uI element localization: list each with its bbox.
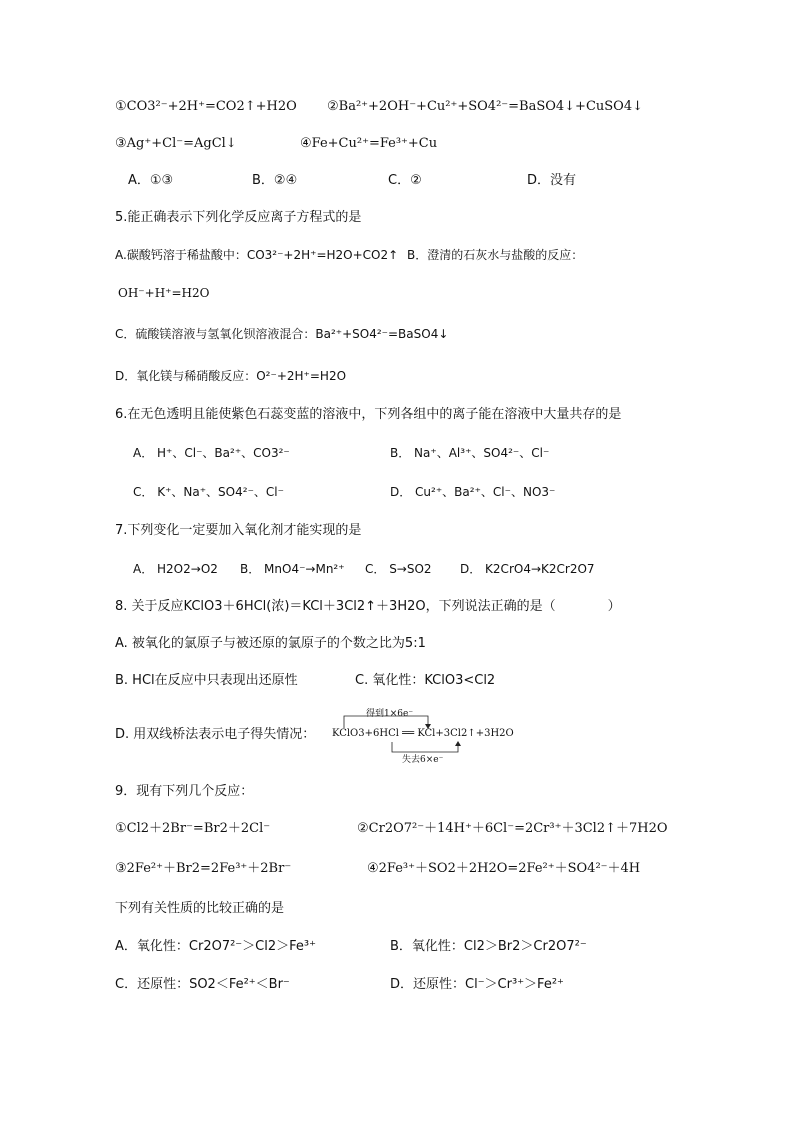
q6-option-b: B． Na⁺、Al³⁺、SO4²⁻、Cl⁻ — [390, 446, 550, 460]
q9-reaction-2: ②Cr2O7²⁻＋14H⁺＋6Cl⁻=2Cr³⁺＋3Cl2↑＋7H2O — [357, 821, 668, 836]
q8-option-a: A. 被氧化的氯原子与被还原的氯原子的个数之比为5:1 — [115, 636, 426, 651]
q7-option-a: A． H2O2→O2 — [133, 562, 218, 576]
q5-option-d: D．氧化镁与稀硝酸反应：O²⁻+2H⁺=H2O — [115, 369, 347, 383]
q5-option-b-equation: OH⁻+H⁺=H2O — [118, 286, 210, 300]
diagram-loss-label: 失去6×e⁻ — [402, 755, 444, 765]
q7-stem: 7.下列变化一定要加入氧化剂才能实现的是 — [115, 523, 362, 538]
q6-option-c: C． K⁺、Na⁺、SO4²⁻、Cl⁻ — [133, 485, 284, 499]
q4-option-a: A．①③ — [128, 173, 174, 188]
loss-bracket — [392, 742, 458, 752]
q8-stem: 8. 关于反应KClO3＋6HCl(浓)＝KCl＋3Cl2↑＋3H2O，下列说法正确的是（ ） — [115, 599, 621, 614]
q7-option-d: D． K2CrO4→K2Cr2O7 — [460, 562, 595, 576]
q9-reaction-4: ④2Fe³⁺＋SO2＋2H2O=2Fe²⁺＋SO4²⁻＋4H — [367, 861, 641, 876]
q6-option-d: D． Cu²⁺、Ba²⁺、Cl⁻、NO3⁻ — [390, 485, 556, 499]
q8-option-d: D. 用双线桥法表示电子得失情况： — [115, 727, 316, 742]
q6-option-a: A． H⁺、Cl⁻、Ba²⁺、CO3²⁻ — [133, 446, 290, 460]
q4-item-1: ①CO3²⁻+2H⁺=CO2↑+H2O — [115, 99, 297, 114]
q9-reaction-3: ③2Fe²⁺＋Br2=2Fe³⁺＋2Br⁻ — [115, 861, 292, 876]
q9-stem: 9．现有下列几个反应： — [115, 784, 254, 799]
q4-item-3: ③Ag⁺+Cl⁻=AgCl↓ — [115, 136, 237, 151]
q9-option-a: A．氧化性：Cr2O7²⁻＞Cl2＞Fe³⁺ — [115, 939, 316, 954]
q5-option-b: B．澄清的石灰水与盐酸的反应： — [407, 248, 584, 262]
q9-option-d: D．还原性：Cl⁻＞Cr³⁺＞Fe²⁺ — [390, 977, 564, 992]
q4-item-4: ④Fe+Cu²⁺=Fe³⁺+Cu — [300, 136, 438, 151]
q8-option-b: B. HCl在反应中只表现出还原性 — [115, 673, 298, 688]
q4-option-b: B．②④ — [252, 173, 298, 188]
q9-reaction-1: ①Cl2＋2Br⁻=Br2＋2Cl⁻ — [115, 821, 271, 836]
loss-arrowhead — [455, 741, 461, 746]
q7-option-b: B． MnO4⁻→Mn²⁺ — [240, 562, 345, 576]
diagram-gain-label: 得到1×6e⁻ — [366, 709, 414, 719]
q4-option-c: C．② — [388, 173, 422, 188]
q9-option-b: B．氧化性：Cl2＞Br2＞Cr2O7²⁻ — [390, 939, 587, 954]
q4-item-2: ②Ba²⁺+2OH⁻+Cu²⁺+SO4²⁻=BaSO4↓+CuSO4↓ — [327, 99, 643, 114]
q9-option-c: C．还原性：SO2＜Fe²⁺＜Br⁻ — [115, 977, 290, 992]
q7-option-c: C． S→SO2 — [365, 562, 432, 576]
q6-stem: 6.在无色透明且能使紫色石蕊变蓝的溶液中，下列各组中的离子能在溶液中大量共存的是 — [115, 407, 622, 422]
q5-option-c: C．硫酸镁溶液与氢氧化钡溶液混合：Ba²⁺+SO4²⁻=BaSO4↓ — [115, 327, 449, 341]
diagram-equation: KClO3+6HCl ══ KCl+3Cl2↑+3H2O — [332, 728, 514, 739]
q4-option-d: D．没有 — [527, 173, 577, 188]
double-bridge-diagram — [332, 706, 522, 765]
q8-option-c: C. 氧化性：KClO3<Cl2 — [355, 673, 496, 688]
q9-prompt: 下列有关性质的比较正确的是 — [115, 901, 285, 916]
q5-option-a: A.碳酸钙溶于稀盐酸中：CO3²⁻+2H⁺=H2O+CO2↑ — [115, 248, 399, 262]
q5-stem: 5.能正确表示下列化学反应离子方程式的是 — [115, 210, 362, 225]
